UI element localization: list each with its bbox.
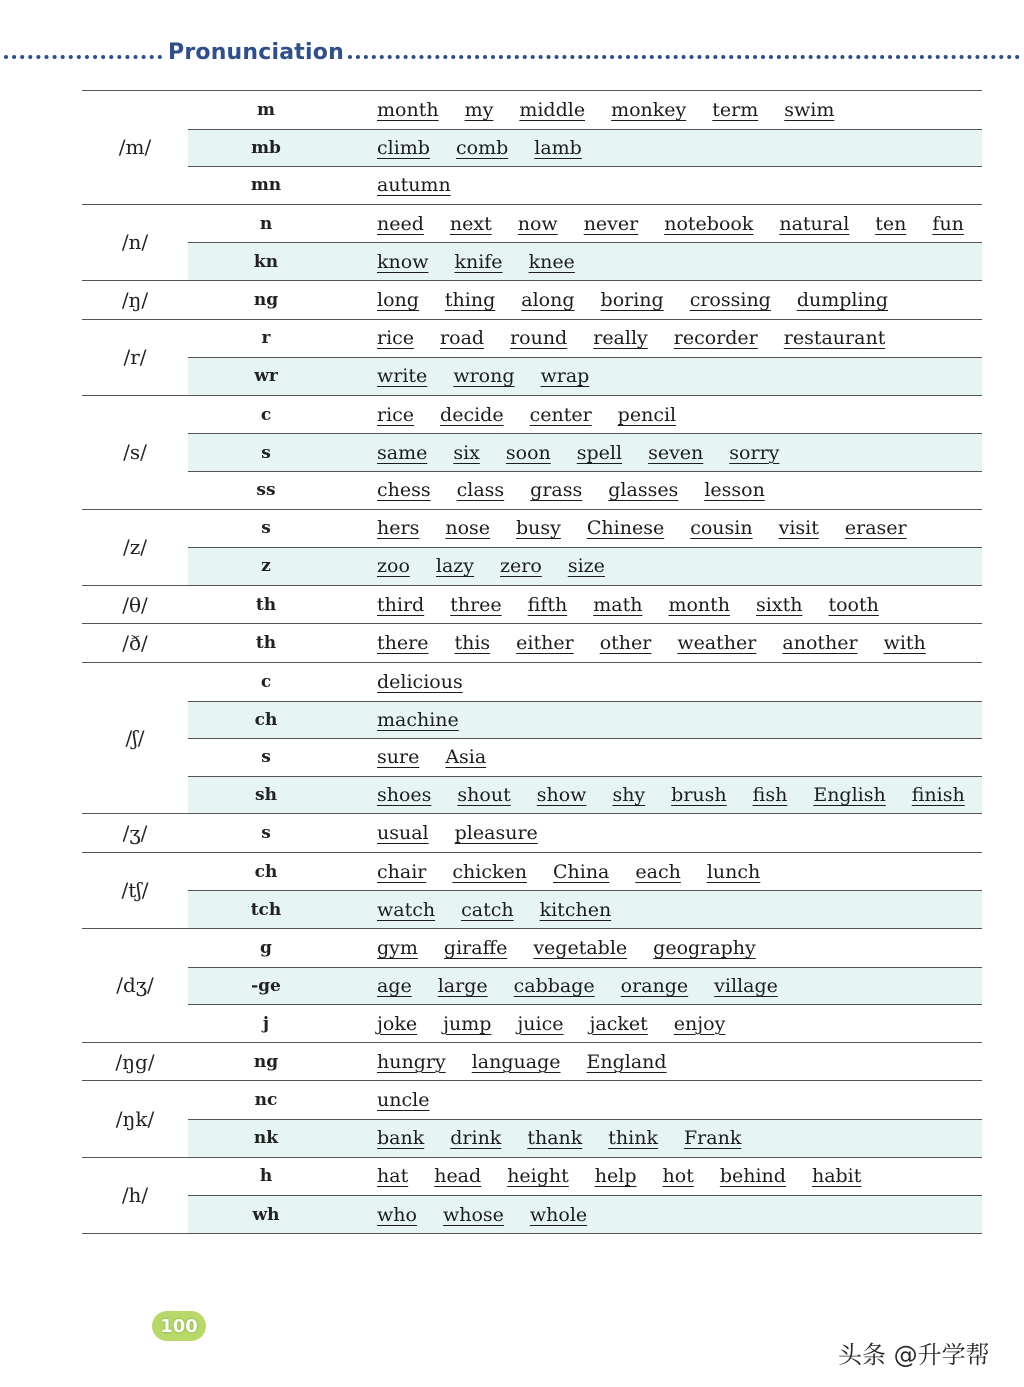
table-row: [188, 890, 982, 928]
example-word: recorder: [673, 327, 758, 350]
spelling-rows: [188, 320, 982, 395]
header-dots-left: [4, 55, 162, 59]
spelling-pattern: ng: [253, 289, 279, 310]
phoneme-label: /n/: [121, 230, 149, 255]
table-row: [188, 129, 982, 167]
spelling-pattern: wh: [252, 1204, 280, 1225]
example-word: seven: [648, 441, 704, 464]
phoneme-label: /m/: [118, 135, 152, 160]
spelling-rows: [188, 814, 982, 852]
spelling-rows: [188, 663, 982, 813]
example-word: nose: [445, 517, 490, 540]
example-words: [344, 517, 982, 539]
pronunciation-table: [82, 90, 982, 1234]
example-words: [344, 861, 982, 883]
spelling-pattern: s: [261, 518, 271, 539]
example-words: [344, 1165, 982, 1187]
spelling-pattern: c: [260, 671, 272, 692]
spelling-rows: [188, 1081, 982, 1156]
example-word: my: [464, 98, 494, 121]
example-word: hers: [377, 517, 420, 540]
example-word: lamb: [534, 136, 582, 159]
example-word: gym: [377, 936, 418, 959]
example-word: know: [377, 250, 429, 273]
spelling-pattern: ch: [254, 709, 278, 730]
example-word: knee: [528, 250, 575, 273]
example-word: large: [437, 974, 488, 997]
table-row: [188, 510, 982, 548]
example-word: ten: [875, 212, 907, 235]
spelling-pattern: s: [261, 747, 271, 768]
example-word: this: [454, 632, 491, 655]
example-words: [344, 975, 982, 997]
table-row: [188, 205, 982, 243]
example-word: Asia: [445, 746, 487, 769]
example-word: cabbage: [513, 974, 595, 997]
phoneme-label: /ŋk/: [115, 1107, 155, 1132]
table-row: [188, 1004, 982, 1042]
spelling-rows: [188, 1158, 982, 1233]
example-word: either: [516, 632, 574, 655]
example-word: watch: [377, 898, 436, 921]
example-word: month: [668, 593, 731, 616]
example-word: climb: [377, 136, 430, 159]
example-word: road: [440, 327, 485, 350]
spelling-rows: [188, 1043, 982, 1081]
example-word: glasses: [608, 479, 679, 502]
phoneme-group: [82, 624, 982, 663]
table-row: [188, 929, 982, 967]
example-words: [344, 594, 982, 616]
example-word: hungry: [377, 1050, 446, 1073]
example-word: six: [453, 441, 480, 464]
example-word: never: [583, 212, 639, 235]
example-words: [344, 365, 982, 387]
example-word: shy: [612, 783, 646, 806]
spelling-pattern: j: [262, 1013, 270, 1034]
example-word: autumn: [377, 174, 451, 197]
example-word: England: [586, 1050, 667, 1073]
example-words: [344, 784, 982, 806]
example-word: whose: [442, 1203, 504, 1226]
phoneme-group: [82, 1043, 982, 1082]
example-word: write: [377, 365, 428, 388]
example-words: [344, 404, 982, 426]
example-word: with: [883, 632, 926, 655]
table-row: [188, 663, 982, 701]
table-row: [188, 242, 982, 280]
example-word: machine: [377, 708, 459, 731]
phoneme-group: [82, 929, 982, 1043]
example-words: [344, 822, 982, 844]
example-words: [344, 1051, 982, 1073]
table-row: [188, 547, 982, 585]
example-word: geography: [653, 936, 756, 959]
example-word: uncle: [377, 1089, 430, 1112]
phoneme-label: /ŋg/: [115, 1049, 155, 1074]
example-word: fun: [932, 212, 964, 235]
phoneme-group: [82, 1081, 982, 1157]
example-word: term: [712, 98, 759, 121]
spelling-pattern: th: [255, 594, 277, 615]
example-word: soon: [505, 441, 551, 464]
example-word: shout: [457, 783, 511, 806]
example-word: cousin: [690, 517, 753, 540]
example-word: pleasure: [454, 822, 538, 845]
example-word: next: [449, 212, 492, 235]
spelling-pattern: ss: [256, 480, 276, 501]
example-word: same: [377, 441, 428, 464]
example-word: bank: [377, 1127, 425, 1150]
phoneme-label: /ʒ/: [122, 821, 148, 846]
example-word: whole: [529, 1203, 588, 1226]
example-word: English: [813, 783, 886, 806]
example-word: zoo: [377, 555, 410, 578]
example-words: [344, 1013, 982, 1035]
example-words: [344, 479, 982, 501]
example-word: eraser: [844, 517, 907, 540]
spelling-pattern: h: [259, 1166, 273, 1187]
phoneme-label: /s/: [123, 440, 147, 465]
example-word: giraffe: [443, 936, 508, 959]
example-word: vegetable: [533, 936, 628, 959]
example-word: sixth: [756, 593, 803, 616]
example-word: long: [377, 288, 419, 311]
example-words: [344, 899, 982, 921]
example-word: delicious: [377, 670, 463, 693]
example-word: catch: [461, 898, 514, 921]
spelling-pattern: m: [257, 99, 275, 120]
table-row: [188, 1158, 982, 1196]
spelling-rows: [188, 624, 982, 662]
example-word: other: [599, 632, 652, 655]
example-word: thing: [444, 288, 496, 311]
example-word: middle: [519, 98, 586, 121]
example-word: wrong: [453, 365, 515, 388]
phoneme-group: [82, 586, 982, 625]
phoneme-group: [82, 205, 982, 281]
example-word: sorry: [729, 441, 780, 464]
spelling-pattern: tch: [250, 899, 282, 920]
example-words: [344, 442, 982, 464]
phoneme-group: [82, 814, 982, 853]
example-word: another: [782, 632, 858, 655]
phoneme-label: /θ/: [122, 592, 148, 617]
spelling-rows: [188, 281, 982, 319]
example-word: pencil: [617, 403, 677, 426]
example-word: along: [521, 288, 575, 311]
example-word: monkey: [611, 98, 687, 121]
example-word: Chinese: [586, 517, 665, 540]
spelling-pattern: nc: [254, 1090, 278, 1111]
page-header: [0, 38, 1024, 74]
example-word: chicken: [452, 860, 527, 883]
example-word: spell: [576, 441, 623, 464]
table-row: [188, 1195, 982, 1233]
table-row: [188, 1043, 982, 1081]
phoneme-group: [82, 663, 982, 814]
example-words: [344, 937, 982, 959]
example-word: zero: [500, 555, 542, 578]
example-word: boring: [600, 288, 664, 311]
header-dots-right: [348, 55, 1020, 59]
spelling-pattern: mb: [251, 137, 281, 158]
table-row: [188, 738, 982, 776]
example-word: jump: [443, 1012, 492, 1035]
example-word: grass: [530, 479, 583, 502]
example-word: brush: [671, 783, 727, 806]
phoneme-label: /ŋ/: [121, 287, 149, 312]
table-row: [188, 281, 982, 319]
table-row: [188, 166, 982, 204]
example-word: month: [377, 98, 439, 121]
spelling-rows: [188, 91, 982, 204]
spelling-rows: [188, 396, 982, 509]
spelling-pattern: th: [255, 633, 277, 654]
example-word: habit: [811, 1165, 862, 1188]
example-word: three: [450, 593, 502, 616]
example-words: [344, 555, 982, 577]
example-word: now: [517, 212, 558, 235]
table-row: [188, 396, 982, 434]
example-word: shoes: [377, 783, 432, 806]
example-word: chess: [377, 479, 431, 502]
spelling-pattern: g: [260, 937, 272, 958]
table-row: [188, 967, 982, 1005]
phoneme-label: /h/: [121, 1183, 149, 1208]
example-word: class: [456, 479, 505, 502]
table-row: [188, 357, 982, 395]
example-word: fish: [752, 783, 788, 806]
phoneme-group: [82, 853, 982, 929]
spelling-pattern: ch: [254, 861, 278, 882]
example-word: hat: [377, 1165, 409, 1188]
example-word: third: [377, 593, 425, 616]
example-words: [344, 709, 982, 731]
example-words: [344, 671, 982, 693]
example-word: natural: [779, 212, 850, 235]
example-word: help: [594, 1165, 637, 1188]
example-word: visit: [778, 517, 819, 540]
table-row: [188, 1081, 982, 1119]
example-word: height: [507, 1165, 569, 1188]
phoneme-label: /z/: [122, 535, 147, 560]
example-word: joke: [377, 1012, 418, 1035]
example-word: lunch: [706, 860, 761, 883]
phoneme-group: [82, 1158, 982, 1234]
example-word: notebook: [664, 212, 754, 235]
example-word: comb: [455, 136, 509, 159]
example-word: round: [510, 327, 568, 350]
example-word: restaurant: [783, 327, 886, 350]
spelling-pattern: n: [259, 213, 273, 234]
table-row: [188, 320, 982, 358]
example-word: who: [377, 1203, 417, 1226]
phoneme-label: /tʃ/: [121, 878, 149, 903]
phoneme-label: /dʒ/: [116, 973, 154, 998]
example-word: really: [593, 327, 648, 350]
example-word: age: [377, 974, 412, 997]
example-word: thank: [527, 1127, 583, 1150]
spelling-pattern: ng: [253, 1051, 279, 1072]
example-word: rice: [377, 327, 415, 350]
example-word: busy: [516, 517, 561, 540]
example-word: China: [552, 860, 610, 883]
spelling-pattern: s: [261, 823, 271, 844]
example-words: [344, 1089, 982, 1111]
example-word: kitchen: [539, 898, 612, 921]
example-word: tooth: [828, 593, 879, 616]
example-word: orange: [620, 974, 689, 997]
table-row: [188, 814, 982, 852]
phoneme-label: /r/: [123, 345, 147, 370]
example-words: [344, 174, 982, 196]
phoneme-group: [82, 396, 982, 510]
spelling-pattern: z: [261, 556, 271, 577]
spelling-pattern: mn: [250, 175, 282, 196]
spelling-rows: [188, 205, 982, 280]
example-words: [344, 632, 982, 654]
example-word: need: [377, 212, 424, 235]
example-words: [344, 251, 982, 273]
table-row: [188, 624, 982, 662]
example-word: center: [529, 403, 592, 426]
example-word: each: [635, 860, 681, 883]
example-word: think: [608, 1127, 658, 1150]
example-word: juice: [517, 1012, 564, 1035]
watermark: 头条 @升学帮: [838, 1341, 990, 1369]
example-word: knife: [454, 250, 503, 273]
example-word: dumpling: [796, 288, 888, 311]
phoneme-label: /ʃ/: [125, 726, 145, 751]
phoneme-group: [82, 320, 982, 396]
example-words: [344, 99, 982, 121]
table-row: [188, 91, 982, 129]
phoneme-group: [82, 510, 982, 586]
phoneme-group: [82, 281, 982, 320]
example-word: weather: [677, 632, 757, 655]
example-words: [344, 1204, 982, 1226]
table-row: [188, 586, 982, 624]
example-word: language: [471, 1050, 561, 1073]
example-word: crossing: [689, 288, 771, 311]
example-word: finish: [911, 783, 965, 806]
example-words: [344, 213, 982, 235]
spelling-pattern: nk: [253, 1128, 279, 1149]
example-word: usual: [377, 822, 429, 845]
spelling-pattern: s: [261, 442, 271, 463]
example-word: sure: [377, 746, 420, 769]
example-word: swim: [784, 98, 835, 121]
spelling-pattern: r: [261, 328, 271, 349]
example-word: fifth: [527, 593, 568, 616]
spelling-pattern: -ge: [251, 975, 281, 996]
example-words: [344, 289, 982, 311]
table-row: [188, 433, 982, 471]
example-word: size: [567, 555, 605, 578]
example-word: lazy: [435, 555, 475, 578]
example-word: show: [536, 783, 587, 806]
example-word: behind: [719, 1165, 786, 1188]
page-number-badge: 100: [152, 1311, 206, 1341]
example-word: village: [714, 974, 778, 997]
example-word: hot: [662, 1165, 694, 1188]
spelling-pattern: wr: [254, 366, 278, 387]
spelling-rows: [188, 586, 982, 624]
example-word: lesson: [704, 479, 765, 502]
section-title: Pronunciation: [168, 40, 344, 65]
table-row: [188, 1119, 982, 1157]
example-words: [344, 1127, 982, 1149]
example-words: [344, 137, 982, 159]
example-words: [344, 327, 982, 349]
spelling-pattern: kn: [253, 251, 279, 272]
example-word: drink: [450, 1127, 502, 1150]
table-row: [188, 701, 982, 739]
example-words: [344, 746, 982, 768]
spelling-pattern: c: [260, 404, 272, 425]
spelling-rows: [188, 853, 982, 928]
example-word: rice: [377, 403, 415, 426]
example-word: there: [377, 632, 429, 655]
example-word: head: [434, 1165, 482, 1188]
spelling-rows: [188, 510, 982, 585]
example-word: jacket: [589, 1012, 648, 1035]
example-word: decide: [440, 403, 504, 426]
example-word: math: [593, 593, 643, 616]
example-word: chair: [377, 860, 427, 883]
phoneme-label: /ð/: [122, 631, 148, 656]
spelling-rows: [188, 929, 982, 1042]
table-row: [188, 776, 982, 814]
table-row: [188, 853, 982, 891]
phoneme-group: [82, 91, 982, 205]
example-word: wrap: [540, 365, 590, 388]
spelling-pattern: sh: [255, 784, 277, 805]
example-word: enjoy: [673, 1012, 726, 1035]
example-word: Frank: [683, 1127, 742, 1150]
table-row: [188, 471, 982, 509]
